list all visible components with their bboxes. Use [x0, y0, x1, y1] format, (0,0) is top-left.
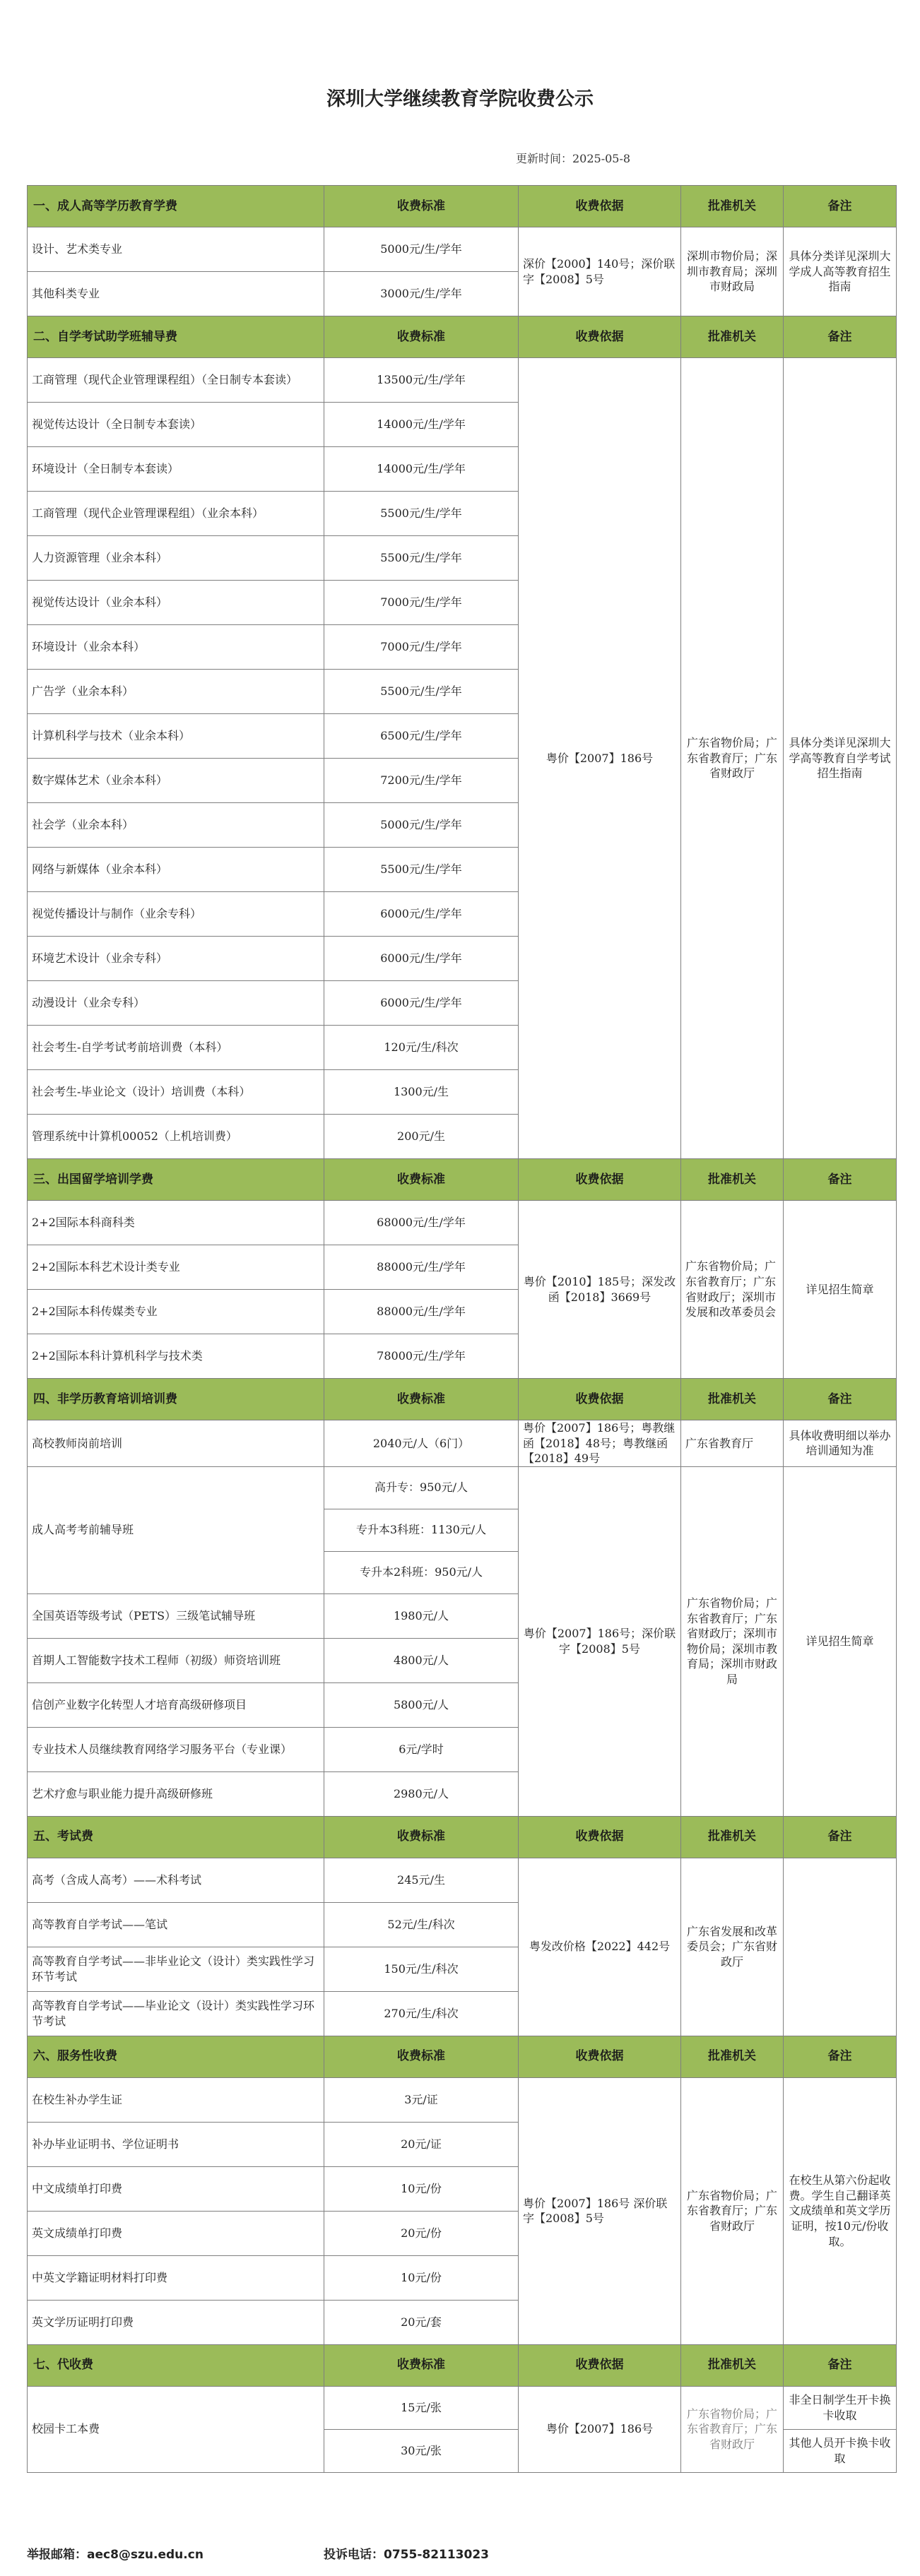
- item-name: 艺术疗愈与职业能力提升高级研修班: [28, 1771, 324, 1816]
- remark: [784, 1858, 897, 2036]
- item-name: 视觉传达设计（业余本科）: [28, 581, 324, 625]
- item-name: 社会考生-毕业论文（设计）培训费（本科）: [28, 1070, 324, 1115]
- approval-authority: 广东省物价局；广东省教育厅；广东省财政厅: [681, 358, 784, 1159]
- table-row: [28, 1466, 897, 1509]
- item-name: 数字媒体艺术（业余本科）: [28, 759, 324, 803]
- fee-basis: 粤价【2007】186号: [519, 2386, 681, 2472]
- section-title: 七、代收费: [28, 2344, 324, 2386]
- fee-basis: 粤价【2007】186号 深价联字【2008】5号: [519, 2077, 681, 2344]
- item-fee: 14000元/生/学年: [324, 403, 519, 447]
- item-name: 设计、艺术类专业: [28, 227, 324, 272]
- col-standard: 收费标准: [324, 2036, 519, 2077]
- item-fee: 6000元/生/学年: [324, 892, 519, 937]
- approval-authority: 广东省物价局；广东省教育厅；广东省财政厅；深圳市物价局；深圳市教育局；深圳市财政局: [681, 1466, 784, 1816]
- col-authority: 批准机关: [681, 2036, 784, 2077]
- item-fee: 150元/生/科次: [324, 1947, 519, 1991]
- item-fee: 5500元/生/学年: [324, 492, 519, 536]
- item-fee: 5000元/生/学年: [324, 227, 519, 272]
- fee-basis: 粤价【2007】186号；粤教继函【2018】48号；粤教继函【2018】49号: [519, 1420, 681, 1467]
- item-name: 补办毕业证明书、学位证明书: [28, 2122, 324, 2166]
- table-row: [28, 227, 897, 272]
- section-header: [28, 1379, 897, 1420]
- table-row: [28, 1858, 897, 1902]
- item-name: 环境设计（全日制专本套读）: [28, 447, 324, 492]
- item-fee: 200元/生: [324, 1115, 519, 1159]
- col-authority: 批准机关: [681, 1159, 784, 1201]
- remark: 具体收费明细以举办培训通知为准: [784, 1420, 897, 1467]
- item-fee: 120元/生/科次: [324, 1026, 519, 1070]
- table-row: [28, 2386, 897, 2429]
- item-name: 高等教育自学考试——非毕业论文（设计）类实践性学习环节考试: [28, 1947, 324, 1991]
- item-fee: 3元/证: [324, 2077, 519, 2122]
- section-header: [28, 2344, 897, 2386]
- col-authority: 批准机关: [681, 186, 784, 227]
- item-fee: 高升专：950元/人: [324, 1466, 519, 1509]
- fee-table: [27, 185, 897, 2473]
- item-name: 全国英语等级考试（PETS）三级笔试辅导班: [28, 1593, 324, 1638]
- item-fee: 10元/份: [324, 2166, 519, 2211]
- approval-authority: 广东省物价局；广东省教育厅；广东省财政厅；深圳市发展和改革委员会: [681, 1201, 784, 1379]
- item-fee: 5000元/生/学年: [324, 803, 519, 848]
- col-basis: 收费依据: [519, 2344, 681, 2386]
- item-fee: 15元/张: [324, 2386, 519, 2429]
- item-name: 信创产业数字化转型人才培育高级研修项目: [28, 1682, 324, 1727]
- section-header: [28, 186, 897, 227]
- item-name: 2+2国际本科商科类: [28, 1201, 324, 1245]
- section-title: 三、出国留学培训学费: [28, 1159, 324, 1201]
- table-row: [28, 2077, 897, 2122]
- approval-authority: 广东省物价局；广东省教育厅；广东省财政厅: [681, 2077, 784, 2344]
- item-fee: 245元/生: [324, 1858, 519, 1902]
- item-fee: 270元/生/科次: [324, 1991, 519, 2036]
- item-fee: 2040元/人（6门）: [324, 1420, 519, 1467]
- remark: 在校生从第六份起收费。学生自己翻译英文成绩单和英文学历证明，按10元/份收取。: [784, 2077, 897, 2344]
- approval-authority: 广东省物价局；广东省教育厅；广东省财政厅: [681, 2386, 784, 2472]
- item-fee: 6000元/生/学年: [324, 937, 519, 981]
- item-fee: 5800元/人: [324, 1682, 519, 1727]
- report-email: 举报邮箱：aec8@szu.edu.cn: [27, 2548, 204, 2562]
- item-name: 工商管理（现代企业管理课程组）（全日制专本套读）: [28, 358, 324, 403]
- item-name: 视觉传播设计与制作（业余专科）: [28, 892, 324, 937]
- item-name: 2+2国际本科计算机科学与技术类: [28, 1334, 324, 1379]
- fee-basis: 粤发改价格【2022】442号: [519, 1858, 681, 2036]
- item-fee: 52元/生/科次: [324, 1902, 519, 1947]
- col-standard: 收费标准: [324, 1159, 519, 1201]
- item-fee: 7000元/生/学年: [324, 625, 519, 670]
- item-name: 在校生补办学生证: [28, 2077, 324, 2122]
- item-fee: 6500元/生/学年: [324, 714, 519, 759]
- col-remark: 备注: [784, 316, 897, 358]
- item-fee: 20元/证: [324, 2122, 519, 2166]
- item-fee: 专升本2科班：950元/人: [324, 1551, 519, 1593]
- col-standard: 收费标准: [324, 2344, 519, 2386]
- page-title: 深圳大学继续教育学院收费公示: [326, 88, 594, 110]
- section-header: [28, 1159, 897, 1201]
- item-name: 中英文学籍证明材料打印费: [28, 2255, 324, 2300]
- item-name: 社会考生-自学考试考前培训费（本科）: [28, 1026, 324, 1070]
- section-title: 一、成人高等学历教育学费: [28, 186, 324, 227]
- item-fee: 30元/张: [324, 2429, 519, 2472]
- approval-authority: 广东省发展和改革委员会；广东省财政厅: [681, 1858, 784, 2036]
- item-fee: 7200元/生/学年: [324, 759, 519, 803]
- col-basis: 收费依据: [519, 186, 681, 227]
- col-basis: 收费依据: [519, 2036, 681, 2077]
- fee-basis: 粤价【2007】186号；深价联字【2008】5号: [519, 1466, 681, 1816]
- item-fee: 10元/份: [324, 2255, 519, 2300]
- item-fee: 2980元/人: [324, 1771, 519, 1816]
- table-row: [28, 1201, 897, 1245]
- col-remark: 备注: [784, 1816, 897, 1858]
- approval-authority: 深圳市物价局；深圳市教育局；深圳市财政局: [681, 227, 784, 316]
- item-fee: 88000元/生/学年: [324, 1245, 519, 1290]
- section-title: 六、服务性收费: [28, 2036, 324, 2077]
- approval-authority: 广东省教育厅: [681, 1420, 784, 1467]
- item-name: 校园卡工本费: [28, 2386, 324, 2472]
- item-fee: 78000元/生/学年: [324, 1334, 519, 1379]
- item-fee: 专升本3科班：1130元/人: [324, 1509, 519, 1551]
- section-title: 五、考试费: [28, 1816, 324, 1858]
- remark: 详见招生简章: [784, 1201, 897, 1379]
- item-name: 英文学历证明打印费: [28, 2300, 324, 2344]
- section-header: [28, 1816, 897, 1858]
- remark: 具体分类详见深圳大学高等教育自学考试招生指南: [784, 358, 897, 1159]
- col-standard: 收费标准: [324, 186, 519, 227]
- remark: 具体分类详见深圳大学成人高等教育招生指南: [784, 227, 897, 316]
- item-fee: 5500元/生/学年: [324, 848, 519, 892]
- item-name: 首期人工智能数字技术工程师（初级）师资培训班: [28, 1638, 324, 1682]
- remark: 其他人员开卡换卡收取: [784, 2429, 897, 2472]
- fee-basis: 深价【2000】140号；深价联字【2008】5号: [519, 227, 681, 316]
- fee-basis: 粤价【2007】186号: [519, 358, 681, 1159]
- col-basis: 收费依据: [519, 316, 681, 358]
- item-fee: 5500元/生/学年: [324, 536, 519, 581]
- item-name: 广告学（业余本科）: [28, 670, 324, 714]
- item-fee: 6元/学时: [324, 1727, 519, 1771]
- item-fee: 14000元/生/学年: [324, 447, 519, 492]
- col-remark: 备注: [784, 186, 897, 227]
- col-remark: 备注: [784, 1159, 897, 1201]
- col-authority: 批准机关: [681, 1816, 784, 1858]
- col-remark: 备注: [784, 1379, 897, 1420]
- item-name: 高校教师岗前培训: [28, 1420, 324, 1467]
- item-fee: 5500元/生/学年: [324, 670, 519, 714]
- col-standard: 收费标准: [324, 1379, 519, 1420]
- table-row: [28, 358, 897, 403]
- col-standard: 收费标准: [324, 1816, 519, 1858]
- item-name: 社会学（业余本科）: [28, 803, 324, 848]
- item-fee: 3000元/生/学年: [324, 272, 519, 316]
- item-name: 专业技术人员继续教育网络学习服务平台（专业课）: [28, 1727, 324, 1771]
- item-name: 环境艺术设计（业余专科）: [28, 937, 324, 981]
- section-title: 二、自学考试助学班辅导费: [28, 316, 324, 358]
- complaint-phone: 投诉电话：0755-82113023: [324, 2548, 489, 2562]
- item-name: 高等教育自学考试——笔试: [28, 1902, 324, 1947]
- item-name: 成人高考考前辅导班: [28, 1466, 324, 1593]
- remark: 详见招生简章: [784, 1466, 897, 1816]
- item-fee: 6000元/生/学年: [324, 981, 519, 1026]
- section-header: [28, 2036, 897, 2077]
- item-name: 动漫设计（业余专科）: [28, 981, 324, 1026]
- item-name: 视觉传达设计（全日制专本套读）: [28, 403, 324, 447]
- item-name: 2+2国际本科艺术设计类专业: [28, 1245, 324, 1290]
- item-name: 管理系统中计算机00052（上机培训费）: [28, 1115, 324, 1159]
- item-name: 环境设计（业余本科）: [28, 625, 324, 670]
- col-basis: 收费依据: [519, 1379, 681, 1420]
- item-name: 2+2国际本科传媒类专业: [28, 1290, 324, 1334]
- item-name: 工商管理（现代企业管理课程组）（业余本科）: [28, 492, 324, 536]
- item-name: 计算机科学与技术（业余本科）: [28, 714, 324, 759]
- col-basis: 收费依据: [519, 1159, 681, 1201]
- footer: [27, 2544, 896, 2565]
- item-fee: 20元/套: [324, 2300, 519, 2344]
- item-name: 高考（含成人高考）——术科考试: [28, 1858, 324, 1902]
- section-header: [28, 316, 897, 358]
- item-fee: 1980元/人: [324, 1593, 519, 1638]
- item-name: 网络与新媒体（业余本科）: [28, 848, 324, 892]
- item-fee: 20元/份: [324, 2211, 519, 2255]
- item-fee: 7000元/生/学年: [324, 581, 519, 625]
- col-basis: 收费依据: [519, 1816, 681, 1858]
- table-row: [28, 1420, 897, 1467]
- item-fee: 88000元/生/学年: [324, 1290, 519, 1334]
- col-authority: 批准机关: [681, 2344, 784, 2386]
- item-fee: 68000元/生/学年: [324, 1201, 519, 1245]
- col-standard: 收费标准: [324, 316, 519, 358]
- remark: 非全日制学生开卡换卡收取: [784, 2386, 897, 2429]
- item-name: 中文成绩单打印费: [28, 2166, 324, 2211]
- item-fee: 1300元/生: [324, 1070, 519, 1115]
- item-fee: 4800元/人: [324, 1638, 519, 1682]
- fee-basis: 粤价【2010】185号；深发改函【2018】3669号: [519, 1201, 681, 1379]
- col-authority: 批准机关: [681, 1379, 784, 1420]
- item-fee: 13500元/生/学年: [324, 358, 519, 403]
- col-remark: 备注: [784, 2344, 897, 2386]
- section-title: 四、非学历教育培训培训费: [28, 1379, 324, 1420]
- col-authority: 批准机关: [681, 316, 784, 358]
- update-date: 更新时间：2025-05-8: [516, 152, 631, 165]
- item-name: 其他科类专业: [28, 272, 324, 316]
- item-name: 人力资源管理（业余本科）: [28, 536, 324, 581]
- item-name: 英文成绩单打印费: [28, 2211, 324, 2255]
- col-remark: 备注: [784, 2036, 897, 2077]
- item-name: 高等教育自学考试——毕业论文（设计）类实践性学习环节考试: [28, 1991, 324, 2036]
